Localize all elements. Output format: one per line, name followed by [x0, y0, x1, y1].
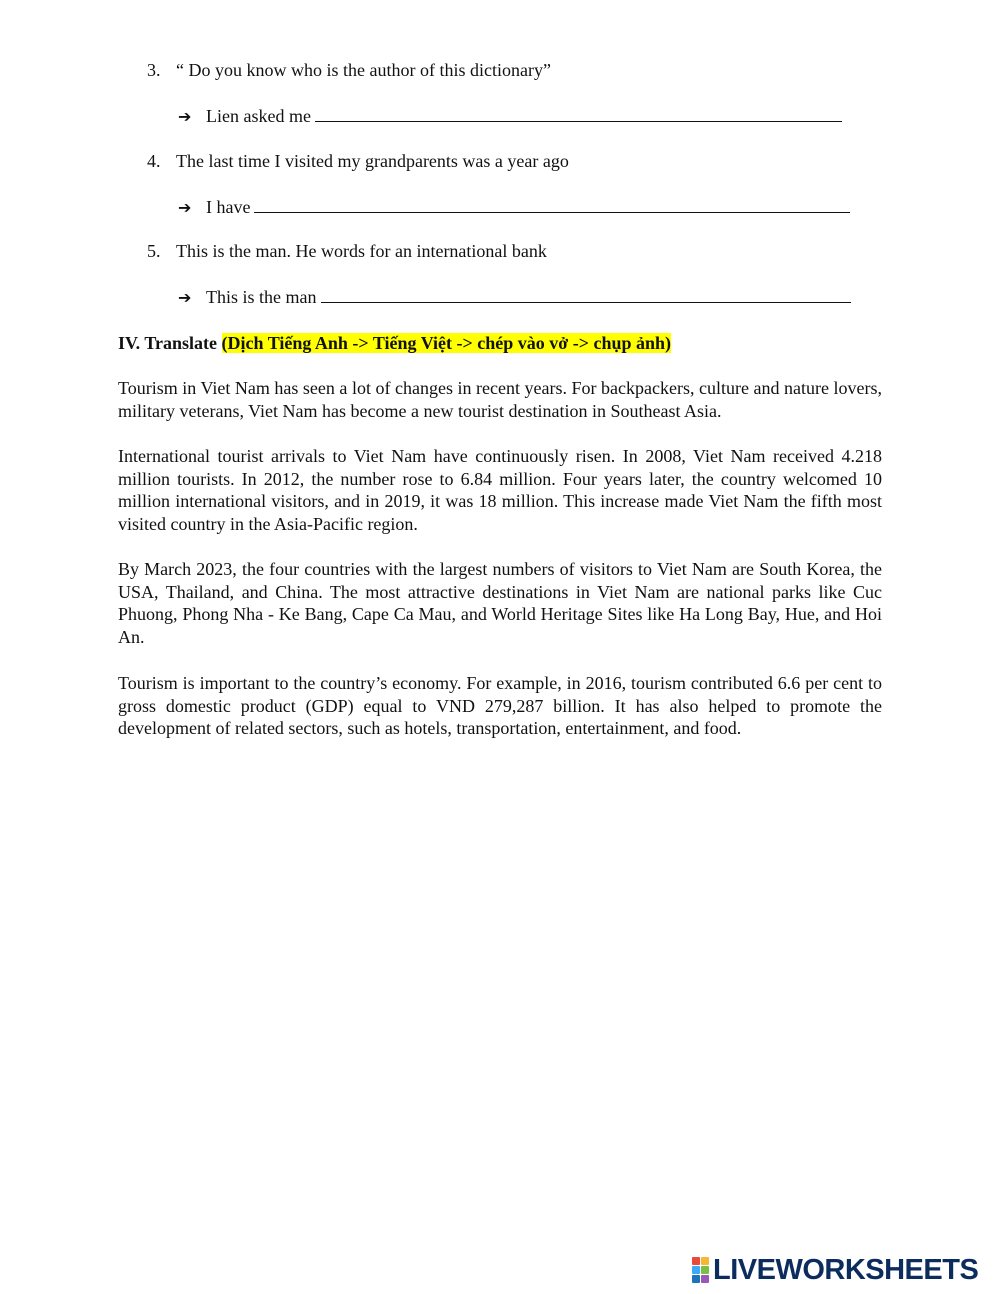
- answer-line-4: [178, 195, 850, 219]
- section-title: IV. Translate: [118, 333, 218, 353]
- section-heading: [118, 332, 671, 354]
- answer-line-3: [178, 104, 842, 128]
- question-number: 5.: [147, 241, 161, 261]
- answer-line-5: [178, 285, 851, 309]
- paragraph-1: Tourism in Viet Nam has seen a lot of changes in recent years. For backpackers, culture and nature lovers, military veterans, Viet Nam has become a new tourist destination in Southeast Asia.: [118, 378, 882, 421]
- section-instruction: (Dịch Tiếng Anh -> Tiếng Việt -> chép vào vở -> chụp ảnh): [221, 333, 672, 353]
- liveworksheets-logo[interactable]: [692, 1255, 978, 1285]
- question-prompt: The last time I visited my grandparents was a year ago: [176, 151, 569, 171]
- paragraph-2: International tourist arrivals to Viet Nam have continuously risen. In 2008, Viet Nam received 4.218 million tourists. In 2012, the number rose to 6.84 million. Four years later, the country welcomed 10 million international visitors, and in 2019, it was 18 million. This increase made Viet Nam the fifth most visited country in the Asia-Pacific region.: [118, 446, 882, 534]
- answer-start: I have: [206, 197, 251, 217]
- answer-blank-5[interactable]: [321, 285, 851, 303]
- question-number: 4.: [147, 151, 161, 171]
- question-number: 3.: [147, 60, 161, 80]
- question-3: [147, 59, 551, 81]
- arrow-right-icon: ➔: [178, 198, 192, 217]
- liveworksheets-logo-icon: [692, 1257, 710, 1283]
- question-prompt: “ Do you know who is the author of this dictionary”: [176, 60, 551, 80]
- arrow-right-icon: ➔: [178, 288, 192, 307]
- answer-start: Lien asked me: [206, 106, 311, 126]
- question-prompt: This is the man. He words for an international bank: [176, 241, 547, 261]
- paragraph-4: Tourism is important to the country’s economy. For example, in 2016, tourism contributed 6.6 per cent to gross domestic product (GDP) equal to VND 279,287 billion. It has also helped to promote the development of related sectors, such as hotels, transportation, entertainment, and food.: [118, 673, 882, 739]
- logo-text: LIVEWORKSHEETS: [713, 1254, 979, 1286]
- paragraph-3: By March 2023, the four countries with the largest numbers of visitors to Viet Nam are South Korea, the USA, Thailand, and China. The most attractive destinations in Viet Nam are national parks like Cuc Phuong, Phong Nha - Ke Bang, Cape Ca Mau, and World Heritage Sites like Ha Long Bay, Hue, and Hoi An.: [118, 559, 882, 647]
- answer-start: This is the man: [206, 287, 317, 307]
- question-5: [147, 240, 547, 262]
- arrow-right-icon: ➔: [178, 107, 192, 126]
- question-4: [147, 150, 569, 172]
- answer-blank-4[interactable]: [254, 195, 850, 213]
- answer-blank-3[interactable]: [315, 104, 842, 122]
